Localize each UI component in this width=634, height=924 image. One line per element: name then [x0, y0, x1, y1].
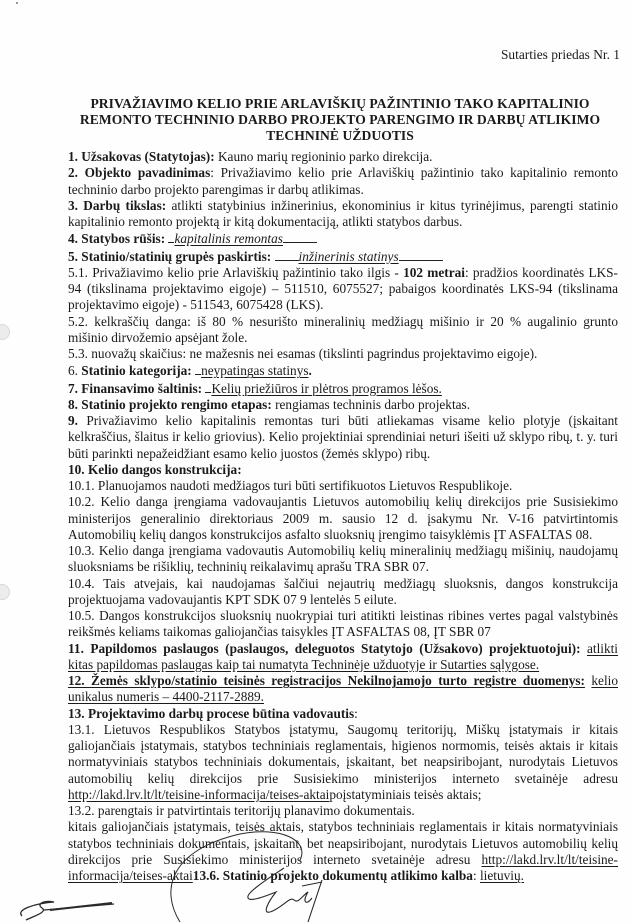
item-5-1-length: 5.1. Privažiavimo kelio prie Arlaviškių pažintinio tako ilgis - 102 metrai: pradžios koordinatės LKS-94 (tikslinama projektavimo eigoje) – 511510, 6075527; pabaigos koordinatės LKS-94 (tikslinama projektavimo eigoje) - 511543, 6075428 (LKS).: [68, 264, 618, 313]
item-9-scope: 9. Privažiavimo kelio kapitalinis remontas turi būti atliekamas visame kelio plotyje (įskaitant kelkraščius, šlaitus ir kelio griovius). Kelio projektiniai sprendiniai neturi išeiti už sklypo ribų, t. y. turi būti parinkti nepažeidžiant esamo kelio juostos (žemės sklypo) ribų.: [68, 413, 618, 461]
purpose-group-value: inžinerinis statinys: [298, 248, 399, 264]
item-10-5: 10.5. Dangos konstrukcijos sluoksnių nuokrypiai turi atitikti leistinas ribines vertes pagal valstybinės reikšmės keliams taikomas galiojančias taisykles ĮT ASFALTAS 08, ĮT SBR 07: [68, 608, 618, 640]
item-4-construction-type: 4. Statybos rūšis: kapitalinis remontas: [68, 230, 618, 247]
item-13-1: 13.1. Lietuvos Respublikos Statybos įstatymu, Saugomų teritorijų, Miškų įstatymais ir kitais galiojančiais įstatymais, statybos techniniais reglamentais, higienos normomis, teisės aktais ir kitais normatyviniais statybos techniniais dokumentais, įskaitant, bet neapsiribojant, nurodytais Lietuvos automobilių kelių direkcijos prie Susisiekimo ministerijos interneto svetainėje adresu http://lakd.lrv.lt/lt/teisine-informacija/teises-aktaipoįstatyminiais teisės aktais;: [68, 721, 618, 802]
item-13-extra: kitais galiojančiais įstatymais, teisės aktais, statybos techniniais reglamentais ir kitais normatyviniais statybos techniniais dokumentais, įskaitant, bet neapsiribojant, nurodytais Lietuvos automobilių kelių direkcijos prie Susisiekimo ministerijos interneto svetainėje adresu http://lakd.lrv.lt/lt/teisine-informacija/teises-aktai13.6. Statinio projekto dokumentų atlikimo kalba: lietuvių.: [68, 819, 618, 883]
item-10-3: 10.3. Kelio danga įrengiama vadovautis Automobilių kelių mineralinių medžiagų mišinių, naudojamų sluoksniams be rišiklių, techninių reikalavimų aprašu TRA SBR 07.: [68, 543, 618, 575]
item-10-pavement: 10. Kelio dangos konstrukcija:: [68, 461, 242, 477]
construction-type-value: kapitalinis remontas: [174, 231, 283, 247]
item-1-customer: 1. Užsakovas (Statytojas): Kauno marių regioninio parko direkcija.: [68, 149, 433, 164]
legal-acts-link-2[interactable]: http://lakd.lrv.lt/lt/teisine-informacija/teises-aktai: [68, 851, 618, 883]
item-8-stage: 8. Statinio projekto rengimo etapas: rengiamas techninis darbo projektas.: [68, 396, 471, 412]
item-12-registry-data: 12. Žemės sklypo/statinio teisinės registracijos Nekilnojamojo turto registre duomenys: kelio unikalus numeris – 4400-2117-2889.: [68, 673, 618, 705]
document-body: [68, 149, 618, 884]
title-line-1: PRIVAŽIAVIMO KELIO PRIE ARLAVIŠKIŲ PAŽINTINIO TAKO KAPITALINIO: [90, 96, 590, 111]
title-line-3: TECHNINĖ UŽDUOTIS: [266, 128, 414, 144]
item-10-1: 10.1. Planuojamos naudoti medžiagos turi būti sertifikuotos Lietuvos Respublikoje.: [68, 478, 513, 493]
scan-speck: [16, 2, 18, 4]
item-13-design-basis: 13. Projektavimo darbų procese būtina vadovautis:: [68, 705, 358, 721]
document-title: [60, 96, 620, 145]
signature-left-icon: [14, 886, 124, 924]
item-2-object-name: 2. Objekto pavadinimas: Privažiavimo kelio prie Arlaviškių pažintinio tako kapitalinio remonto techninio darbo projekto parengimas ir darbų atlikimas.: [68, 165, 618, 197]
legal-acts-link[interactable]: http://lakd.lrv.lt/lt/teisine-informacija/teises-aktai: [68, 786, 330, 802]
annex-label: Sutarties priedas Nr. 1: [500, 47, 620, 62]
item-7-funding: 7. Finansavimo šaltinis: Kelių priežiūros ir plėtros programos lėšos.: [68, 380, 442, 396]
document-language-value: lietuvių.: [479, 868, 524, 883]
item-10-2: 10.2. Kelio danga įrengiama vadovaujantis Lietuvos automobilių kelių direkcijos prie Susisiekimo ministerijos generalinio direktoriaus 2009 m. sausio 12 d. įsakymu Nr. V-16 patvirtintomis Automobilių kelių dangos konstrukcijos asfalto sluoksnių įrengimo taisyklėmis ĮT ASFALTAS 08.: [68, 494, 618, 542]
item-10-4: 10.4. Tais atvejais, kai naudojamas šalčiui nejautrių medžiagų sluoksnis, dangos konstrukcija projektuojama vadovaujantis KPT SDK 07 9 lentelės 5 eilute.: [68, 575, 618, 607]
punch-hole-bottom: [0, 584, 10, 600]
item-6-category: 6. Statinio kategorija: neypatingas statinys.: [68, 363, 312, 379]
item-13-2: 13.2. parengtais ir patvirtintais teritorijų planavimo dokumentais.: [68, 803, 415, 818]
item-5-2-shoulders: 5.2. kelkraščių danga: iš 80 % nesurišto mineralinių medžiagų mišinio ir 20 % augalinio grunto mišinio dirvožemio apsėjant žole.: [68, 313, 618, 345]
item-5-purpose-group: 5. Statinio/statinių grupės paskirtis: inžinerinis statinys: [68, 248, 618, 265]
item-5-3-driveways: 5.3. nuovažų skaičius: ne mažesnis nei esamas (tikslinti pagrindus projektavimo eigoje).: [68, 346, 538, 361]
item-3-purpose: 3. Darbų tikslas: atlikti statybinius inžinerinius, ekonominius ir kitus tyrinėjimus, parengti statinio kapitalinio remonto projektą ir kitą dokumentaciją, atlikti statybos darbus.: [68, 197, 618, 229]
title-line-2: REMONTO TECHNINIO DARBO PROJEKTO PARENGIMO IR DARBŲ ATLIKIMO: [79, 112, 601, 128]
punch-hole-top: [0, 324, 10, 340]
item-11-additional-services: 11. Papildomos paslaugos (paslaugos, deleguotos Statytojo (Užsakovo) projektuotojui): atlikti kitas papildomas paslaugas kaip tai numatyta Techninėje užduotyje ir Sutarties sąlygose.: [68, 640, 618, 672]
